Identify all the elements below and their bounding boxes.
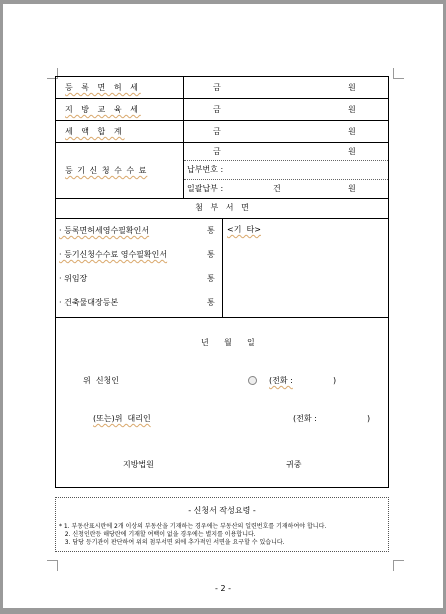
column-divider — [222, 218, 223, 317]
agent-label: (또는)위 대리인 — [93, 414, 151, 423]
court-label: 지방법원 — [123, 460, 154, 469]
attachment-unit: 통 — [207, 274, 215, 283]
agent-phone-close: ) — [367, 414, 371, 423]
table-right-border — [388, 76, 389, 488]
fee-currency: 금 — [213, 83, 221, 92]
instruction-item: 2. 신청인란등 해당란에 기재할 여백이 없을 경우에는 별지를 이용합니다. — [59, 531, 256, 538]
fee-currency: 금 — [213, 127, 221, 136]
fee-currency: 금 — [213, 105, 221, 114]
table-top-border — [55, 76, 389, 77]
crop-mark-top-left — [47, 68, 58, 79]
fee-unit: 원 — [348, 83, 356, 92]
bulk-payment-label: 일괄납부 : — [187, 184, 224, 193]
crop-mark-top-right — [393, 68, 404, 79]
page-number: - 2 - — [215, 584, 231, 593]
agent-phone-label: (전화 : — [293, 414, 317, 423]
date-line: 년 월 일 — [201, 338, 255, 347]
fee-currency: 금 — [213, 147, 221, 156]
table-bottom-border — [55, 487, 389, 488]
dotted-divider — [184, 179, 388, 180]
row-divider — [55, 120, 389, 121]
office-label: 귀중 — [286, 460, 302, 469]
attachments-other-label: <기 타> — [227, 225, 261, 234]
attachment-unit: 통 — [207, 250, 215, 259]
attachment-item: · 등록면허세영수필확인서 — [59, 226, 150, 235]
fee-label-registration-fee: 등 기 신 청 수 수 료 — [65, 166, 148, 175]
row-divider — [55, 317, 389, 318]
fee-label-tax-total: 세 액 합 계 — [65, 127, 125, 136]
attachment-item: · 위임장 — [59, 274, 88, 283]
fee-unit: 원 — [348, 105, 356, 114]
seal-icon — [248, 376, 257, 385]
instruction-item: 3. 담당 등기관이 판단하여 위의 첨부서면 외에 추가적인 서면을 요구할 수 있습니다. — [59, 539, 285, 546]
fee-unit: 원 — [348, 127, 356, 136]
crop-mark-bottom-right — [393, 560, 404, 571]
applicant-phone-label: (전화 : — [269, 376, 293, 385]
attachment-unit: 통 — [207, 298, 215, 307]
fee-label-registration-tax: 등 록 면 허 세 — [65, 83, 141, 92]
fee-label-education-tax: 지 방 교 육 세 — [65, 105, 141, 114]
attachments-heading: 첨 부 서 면 — [195, 203, 249, 212]
attachment-item: · 등기신청수수료 영수필확인서 — [59, 250, 168, 259]
instructions-box — [55, 497, 389, 552]
instructions-title: - 신청서 작성요령 - — [188, 506, 256, 515]
column-divider — [183, 76, 184, 199]
row-divider — [55, 98, 389, 99]
bulk-amount-unit: 원 — [348, 184, 356, 193]
fee-unit: 원 — [348, 147, 356, 156]
instruction-item: * 1. 부동산표시란에 2개 이상의 부동산을 기재하는 경우에는 부동산의 일련번호를 기재하여야 합니다. — [59, 523, 327, 530]
attachment-unit: 통 — [207, 226, 215, 235]
applicant-phone-close: ) — [333, 376, 337, 385]
document-page — [3, 4, 443, 608]
payment-number-label: 납부번호 : — [187, 165, 224, 174]
bulk-count-unit: 건 — [273, 184, 281, 193]
crop-mark-bottom-left — [47, 560, 58, 571]
attachment-item: · 건축물대장등본 — [59, 298, 119, 307]
row-divider — [55, 142, 389, 143]
row-divider — [55, 198, 389, 199]
dotted-divider — [184, 160, 388, 161]
applicant-label: 위 신청인 — [83, 376, 119, 385]
table-left-border — [55, 76, 56, 488]
